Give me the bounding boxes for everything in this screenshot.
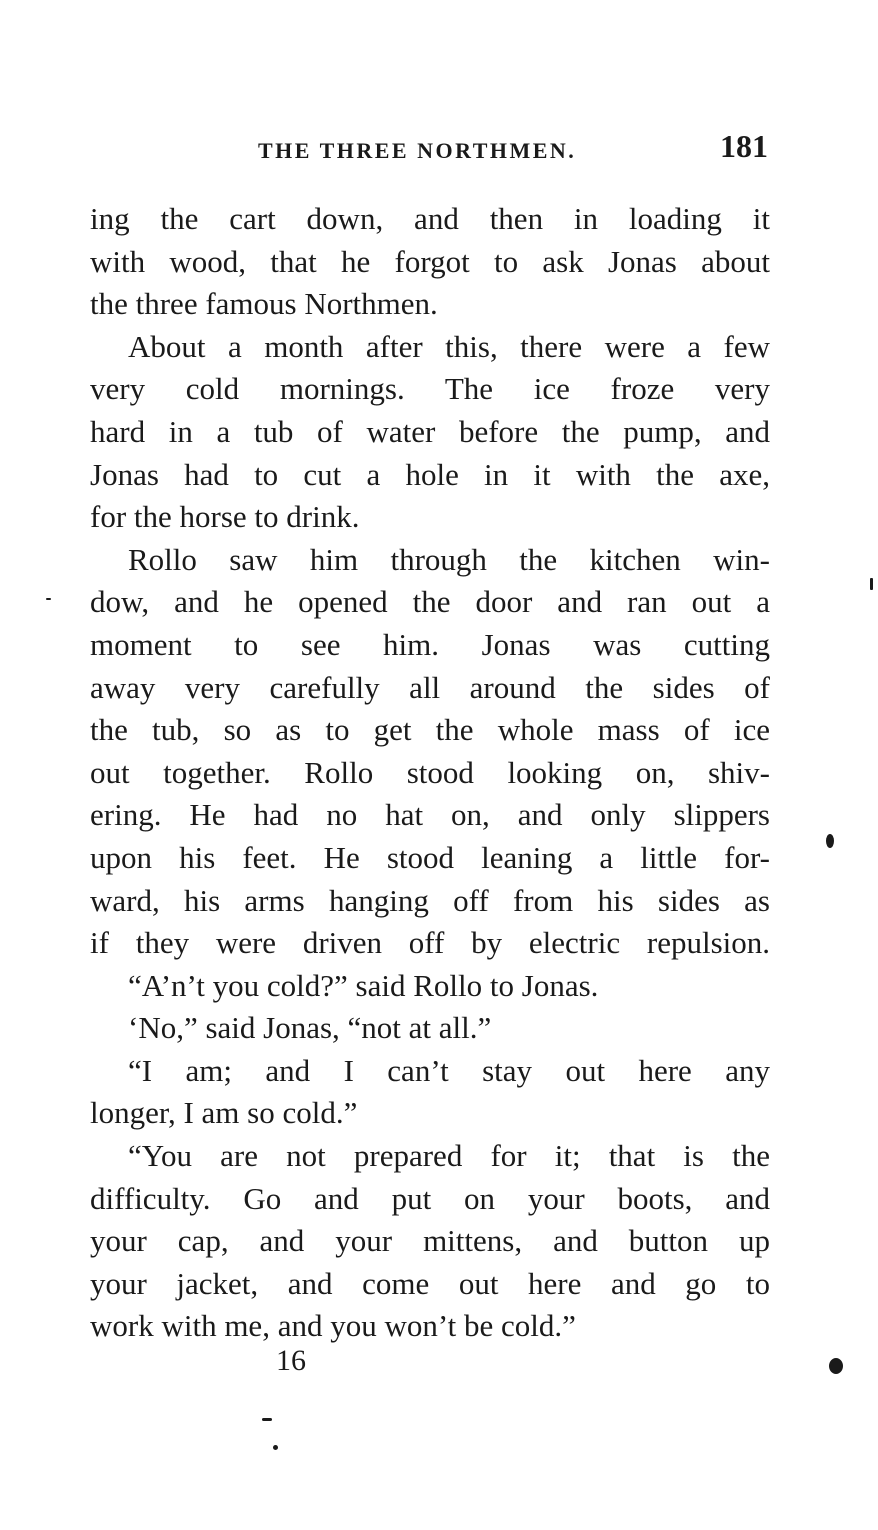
text-line: difficulty. Go and put on your boots, and <box>90 1180 770 1216</box>
text-line: upon his feet. He stood leaning a little for- <box>90 839 770 875</box>
signature-mark: 16 <box>276 1344 306 1377</box>
ink-speck <box>870 578 873 590</box>
text-line: out together. Rollo stood looking on, shiv- <box>90 754 770 790</box>
text-line: ing the cart down, and then in loading it <box>90 201 770 236</box>
text-line: work with me, and you won’t be cold.” <box>90 1308 576 1344</box>
text-line: moment to see him. Jonas was cutting <box>90 626 770 662</box>
page-number: 181 <box>720 128 768 164</box>
text-line: “A’n’t you cold?” said Rollo to Jonas. <box>128 967 599 1003</box>
ink-speck <box>826 834 834 848</box>
text-line: the three famous Northmen. <box>90 286 438 322</box>
ink-speck <box>273 1445 278 1450</box>
text-line: ‘No,” said Jonas, “not at all.” <box>128 1010 492 1046</box>
body-text <box>90 198 770 1348</box>
text-line: About a month after this, there were a few <box>128 328 770 364</box>
text-line: the tub, so as to get the whole mass of ice <box>90 712 770 748</box>
ink-speck <box>829 1358 843 1374</box>
text-line: ering. He had no hat on, and only slippers <box>90 797 770 833</box>
running-title: THE THREE NORTHMEN. <box>258 138 577 163</box>
ink-speck <box>262 1418 272 1421</box>
text-line: very cold mornings. The ice froze very <box>90 371 770 407</box>
text-line: if they were driven off by electric repulsion. <box>90 925 770 961</box>
page-header <box>90 128 770 172</box>
text-line: “You are not prepared for it; that is the <box>128 1138 770 1174</box>
text-line: “I am; and I can’t stay out here any <box>128 1052 770 1088</box>
text-line: with wood, that he forgot to ask Jonas about <box>90 243 770 279</box>
text-line: ward, his arms hanging off from his sides as <box>90 882 770 918</box>
text-line: away very carefully all around the sides of <box>90 669 770 705</box>
text-line: Rollo saw him through the kitchen win- <box>128 541 770 577</box>
text-line: longer, I am so cold.” <box>90 1095 358 1131</box>
text-line: dow, and he opened the door and ran out a <box>90 584 770 620</box>
text-line: Jonas had to cut a hole in it with the axe, <box>90 456 770 492</box>
text-line: hard in a tub of water before the pump, and <box>90 413 770 449</box>
text-line: your jacket, and come out here and go to <box>90 1265 770 1301</box>
text-line: for the horse to drink. <box>90 499 360 535</box>
text-line: your cap, and your mittens, and button up <box>90 1223 770 1259</box>
ink-speck <box>46 598 51 600</box>
